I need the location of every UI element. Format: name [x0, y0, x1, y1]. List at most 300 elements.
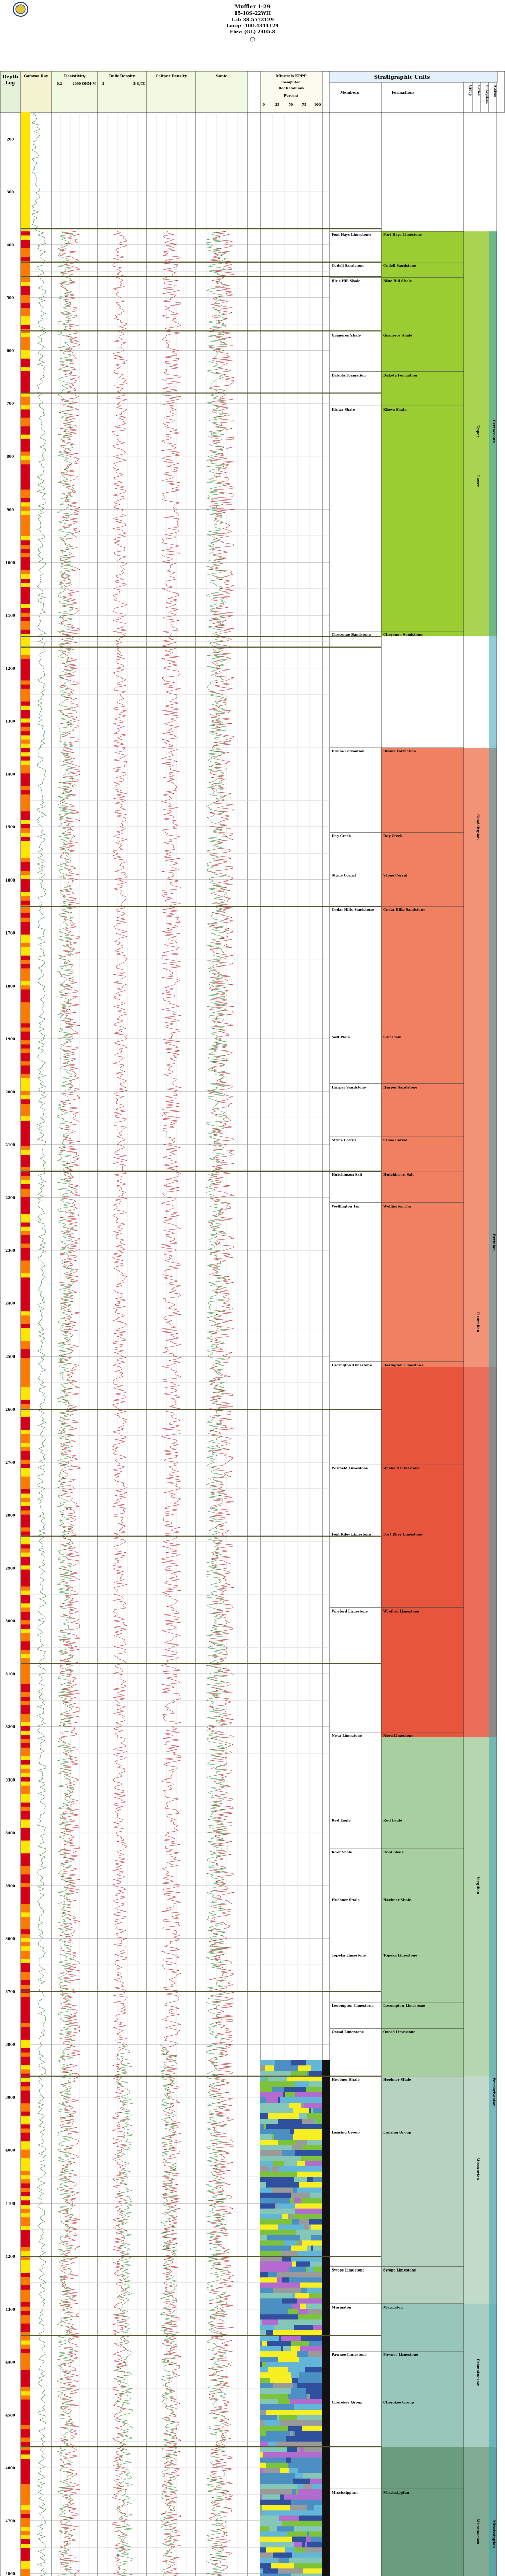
- gamma-fill-segment: [21, 1709, 30, 1714]
- member-label: Oread Limestone: [332, 2030, 364, 2035]
- gamma-fill-segment: [21, 1383, 30, 1388]
- mineral-fraction: [306, 2087, 322, 2092]
- gamma-fill-segment: [21, 621, 30, 625]
- mineral-fraction: [297, 2447, 300, 2452]
- member-label: Winfield Limestone: [332, 1466, 368, 1471]
- depth-tick-label: 4300: [5, 2307, 15, 2312]
- gamma-fill-segment: [21, 435, 30, 439]
- mineral-fraction: [272, 2166, 279, 2172]
- gamma-fill-segment: [21, 1366, 30, 1371]
- gamma-fill-segment: [21, 2247, 30, 2252]
- gamma-fill-segment: [21, 405, 30, 410]
- gamma-fill-segment: [21, 1675, 30, 1680]
- gamma-fill-segment: [21, 1595, 30, 1600]
- depth-tick-label: 400: [6, 242, 14, 247]
- gamma-fill-segment: [21, 1773, 30, 1777]
- gamma-fill-segment: [21, 922, 30, 926]
- mineral-fraction: [297, 2351, 308, 2357]
- mineral-fraction: [308, 2267, 313, 2273]
- gamma-fill-segment: [21, 566, 30, 571]
- gamma-fill-segment: [21, 1231, 30, 1235]
- member-label: Topeka Limestone: [332, 1953, 366, 1958]
- mineral-fraction: [263, 2568, 278, 2574]
- mineral-fraction: [313, 2108, 322, 2113]
- mineral-fraction: [260, 2362, 262, 2368]
- header-marker-icon: [250, 37, 255, 41]
- gamma-fill-segment: [21, 346, 30, 350]
- depth-tick-label: 2100: [5, 1142, 15, 1147]
- mineral-fraction: [266, 2182, 299, 2188]
- mineral-fraction: [266, 2362, 322, 2368]
- gamma-fill-segment: [21, 1070, 30, 1075]
- gamma-fill-segment: [21, 1616, 30, 1621]
- gamma-fill-segment: [21, 875, 30, 880]
- mineral-fraction: [262, 2319, 278, 2325]
- mineral-fraction: [260, 2346, 281, 2352]
- depth-tick-label: 3000: [5, 1619, 15, 1624]
- mineral-fraction: [260, 2426, 271, 2431]
- mineral-fraction: [279, 2558, 289, 2564]
- gamma-fill-segment: [21, 536, 30, 541]
- gamma-fill-segment: [21, 1832, 30, 1837]
- gamma-fill-segment: [21, 1955, 30, 1960]
- strat-column-header: Series: [477, 85, 480, 96]
- gamma-fill-segment: [21, 1413, 30, 1417]
- gamma-fill-segment: [21, 2192, 30, 2197]
- gamma-fill-segment: [21, 291, 30, 295]
- mineral-fraction: [279, 2335, 281, 2341]
- depth-tick-label: 3900: [5, 2095, 15, 2100]
- gamma-fill-segment: [21, 1557, 30, 1562]
- gamma-fill-segment: [21, 1082, 30, 1087]
- gamma-fill-segment: [21, 655, 30, 659]
- gamma-fill-segment: [21, 888, 30, 892]
- member-label: Mississippian: [332, 2490, 358, 2495]
- mineral-fraction: [260, 2372, 291, 2378]
- mineral-fraction: [291, 2071, 305, 2077]
- formation-label: Red Eagle: [383, 1818, 402, 1823]
- gamma-fill-segment: [21, 1197, 30, 1201]
- formation-label: Lecompton Limestone: [383, 2003, 425, 2008]
- mineral-fraction: [262, 2362, 266, 2368]
- mineral-fraction: [300, 2304, 306, 2310]
- gamma-fill-segment: [21, 939, 30, 943]
- depth-tick-label: 500: [6, 295, 14, 300]
- gamma-fill-segment: [21, 2336, 30, 2341]
- gamma-fill-segment: [21, 278, 30, 283]
- gamma-fill-segment: [21, 1227, 30, 1231]
- gamma-fill-segment: [21, 2095, 30, 2099]
- gamma-fill-segment: [21, 1502, 30, 1506]
- mineral-fraction: [268, 2367, 288, 2373]
- mineral-fraction: [299, 2182, 322, 2188]
- mineral-fraction: [260, 2298, 282, 2304]
- gamma-fill-segment: [21, 1862, 30, 1867]
- mineral-fraction: [260, 2288, 273, 2294]
- mineral-fraction: [304, 2447, 322, 2452]
- gamma-fill-segment: [21, 1921, 30, 1926]
- minerals-label: Minerals KPPP: [276, 74, 307, 78]
- mineral-fraction: [312, 2484, 322, 2489]
- gamma-fill-segment: [21, 2480, 30, 2485]
- series-label: Cisuralian: [476, 1311, 480, 1332]
- mineral-fraction: [305, 2415, 322, 2420]
- gamma-fill-segment: [21, 579, 30, 583]
- gamma-fill-segment: [21, 265, 30, 270]
- mineral-fraction: [292, 2304, 300, 2310]
- gamma-fill-segment: [21, 1553, 30, 1557]
- gamma-fill-segment: [21, 1379, 30, 1384]
- mineral-fraction: [282, 2214, 288, 2219]
- gamma-fill-segment: [21, 1646, 30, 1651]
- series-label: Desmoinesian: [476, 2358, 480, 2387]
- gamma-fill-segment: [21, 2450, 30, 2455]
- mineral-fraction: [260, 2526, 269, 2532]
- mineral-fraction: [298, 2251, 322, 2257]
- strat-column-header: Group: [468, 85, 472, 96]
- mineral-fraction: [311, 2537, 322, 2543]
- gamma-fill-segment: [21, 2171, 30, 2176]
- gamma-fill-segment: [21, 1464, 30, 1468]
- gamma-fill-segment: [21, 769, 30, 774]
- mineral-fraction: [300, 2346, 322, 2352]
- mineral-fraction: [260, 2574, 284, 2576]
- caliper-label: Caliper Density: [155, 74, 187, 78]
- gamma-fill-segment: [21, 1879, 30, 1884]
- mineral-fraction: [305, 2071, 307, 2077]
- gamma-fill-segment: [21, 794, 30, 799]
- depth-tick-label: 2800: [5, 1513, 15, 1518]
- formation-band: [381, 748, 464, 1367]
- mineral-fraction: [291, 2372, 299, 2378]
- gamma-fill-segment: [21, 376, 30, 380]
- mineral-fraction: [299, 2357, 322, 2362]
- mineral-fraction: [302, 2193, 310, 2198]
- mineral-fraction: [299, 2372, 305, 2378]
- mineral-fraction: [302, 2240, 322, 2246]
- gamma-fill-segment: [21, 2061, 30, 2065]
- mineral-fraction: [260, 2272, 268, 2278]
- mineral-fraction: [274, 2065, 298, 2071]
- mineral-fraction: [277, 2203, 295, 2209]
- gamma-fill-segment: [21, 553, 30, 558]
- mineral-fraction: [273, 2161, 284, 2166]
- gamma-fill-segment: [21, 1760, 30, 1765]
- gamma-fill-segment: [21, 761, 30, 766]
- member-label: Salt Plain: [332, 1035, 350, 1039]
- gamma-fill-segment: [21, 2433, 30, 2438]
- formation-label: Stone Corral: [383, 1138, 408, 1143]
- depth-tick-label: 4000: [5, 2148, 15, 2153]
- mineral-fraction: [265, 2076, 268, 2082]
- mineral-fraction: [311, 2224, 322, 2230]
- mineral-fraction: [262, 2341, 267, 2347]
- gamma-fill-segment: [21, 591, 30, 596]
- mineral-fraction: [309, 2224, 311, 2230]
- mineral-fraction: [271, 2426, 288, 2431]
- kgs-logo-core: [16, 5, 25, 14]
- gamma-fill-segment: [21, 2341, 30, 2345]
- depth-tick-label: 900: [6, 507, 14, 512]
- gamma-fill-segment: [21, 1468, 30, 1472]
- mineral-fraction: [307, 2293, 309, 2299]
- strat-title: Stratigraphic Units: [374, 75, 430, 80]
- mineral-fraction: [296, 2494, 322, 2500]
- gamma-fill-segment: [21, 1455, 30, 1460]
- formation-label: Graneros Shale: [383, 333, 412, 338]
- gamma-fill-segment: [21, 799, 30, 804]
- formation-label: Salt Plain: [383, 1035, 402, 1039]
- mineral-fraction: [260, 2431, 266, 2436]
- member-label: Harper Sandstone: [332, 1085, 366, 1090]
- gamma-fill-segment: [21, 1777, 30, 1782]
- mineral-fraction: [307, 2071, 309, 2077]
- depth-tick-label: 2300: [5, 1248, 15, 1253]
- gamma-fill-segment: [21, 1252, 30, 1257]
- gamma-fill-segment: [21, 490, 30, 495]
- series-label: Missourian: [476, 2157, 480, 2180]
- gamma-fill-segment: [21, 2133, 30, 2138]
- system-label: Mississippian: [492, 2520, 496, 2548]
- gamma-fill-segment: [21, 2438, 30, 2443]
- member-label: Stone Corral: [332, 873, 356, 878]
- gamma-fill-segment: [21, 1324, 30, 1329]
- mineral-fraction: [308, 2309, 322, 2315]
- mineral-fraction: [260, 2097, 266, 2103]
- gamma-fill-segment: [21, 2205, 30, 2209]
- gamma-fill-segment: [21, 2366, 30, 2370]
- gamma-fill-segment: [21, 702, 30, 706]
- mineral-fraction: [298, 2489, 322, 2495]
- mineral-fraction: [292, 2553, 322, 2558]
- mineral-fraction: [284, 2436, 286, 2442]
- formation-band: [381, 231, 464, 636]
- gamma-fill-segment: [21, 354, 30, 359]
- gamma-fill-segment: [21, 1942, 30, 1947]
- gamma-fill-segment: [21, 1370, 30, 1375]
- mineral-fraction: [295, 2283, 300, 2289]
- gamma-fill-segment: [21, 913, 30, 918]
- gamma-fill-segment: [21, 2467, 30, 2472]
- gamma-fill-segment: [21, 748, 30, 753]
- gamma-fill-segment: [21, 1396, 30, 1401]
- gamma-fill-segment: [21, 630, 30, 634]
- gamma-fill-segment: [21, 1782, 30, 1786]
- mineral-fraction: [296, 2489, 298, 2495]
- gamma-fill-segment: [21, 1201, 30, 1206]
- mineral-fraction: [266, 2330, 273, 2336]
- formation-label: Root Shale: [383, 1850, 404, 1855]
- depth-tick-label: 1500: [5, 825, 15, 830]
- gamma-fill-segment: [21, 549, 30, 554]
- mineral-fraction: [260, 2558, 277, 2564]
- mineral-fraction: [260, 2357, 278, 2362]
- gamma-fill-segment: [21, 2285, 30, 2290]
- mineral-fraction: [292, 2378, 298, 2383]
- mineral-fraction: [265, 2452, 322, 2458]
- mineral-fraction: [260, 2325, 274, 2331]
- gamma-fill-segment: [21, 1269, 30, 1274]
- mineral-fraction: [281, 2346, 283, 2352]
- gamma-fill-segment: [21, 1938, 30, 1943]
- mineral-fraction: [260, 2240, 284, 2246]
- member-label: Codell Sandstone: [332, 263, 365, 268]
- mineral-fraction: [311, 2065, 322, 2071]
- mineral-fraction: [297, 2484, 303, 2489]
- mineral-fraction: [260, 2452, 263, 2458]
- gamma-fill-segment: [21, 693, 30, 698]
- gamma-fill-segment: [21, 960, 30, 964]
- gamma-fill-segment: [21, 680, 30, 685]
- gamma-fill-segment: [21, 1908, 30, 1913]
- formation-label: Hutchinson Salt: [383, 1172, 414, 1177]
- formation-band: [381, 636, 464, 748]
- density-correction-curve: [116, 2044, 133, 2576]
- gamma-fill-segment: [21, 1654, 30, 1659]
- mineral-fraction: [277, 2526, 294, 2532]
- gamma-fill-segment: [21, 642, 30, 647]
- depth-label: Depth: [2, 75, 19, 80]
- mineral-fraction: [295, 2092, 322, 2098]
- track-frame: [52, 112, 98, 2576]
- mineral-fraction: [260, 2463, 266, 2468]
- gamma-fill-segment: [21, 930, 30, 935]
- gamma-fill-segment: [21, 1811, 30, 1816]
- gamma-fill-segment: [21, 731, 30, 736]
- mineral-fraction: [307, 2531, 309, 2537]
- depth-tick-label: 200: [6, 137, 14, 142]
- mineral-fraction: [294, 2177, 307, 2182]
- mineral-fraction: [309, 2537, 311, 2543]
- gamma-fill-segment: [21, 443, 30, 448]
- mineral-fraction: [310, 2479, 312, 2484]
- gamma-fill-segment: [21, 2425, 30, 2430]
- gamma-fill-segment: [21, 1548, 30, 1553]
- mineral-fraction: [309, 2531, 322, 2537]
- gamma-fill-segment: [21, 2112, 30, 2116]
- gamma-fill-segment: [21, 1519, 30, 1523]
- gamma-fill-segment: [21, 1273, 30, 1278]
- gamma-fill-segment: [21, 1311, 30, 1316]
- mineral-fraction: [297, 2415, 305, 2420]
- gamma-fill-segment: [21, 1637, 30, 1642]
- mineral-fraction: [260, 2458, 286, 2463]
- mineral-fraction: [299, 2516, 322, 2521]
- mineral-fraction: [294, 2526, 322, 2532]
- member-label: Stone Corral: [332, 1138, 356, 1143]
- mineral-fraction: [282, 2256, 291, 2262]
- gamma-fill-segment: [21, 1180, 30, 1184]
- formation-label: Blaine Formation: [383, 749, 416, 753]
- mineral-fraction: [260, 2531, 287, 2537]
- gamma-fill-segment: [21, 1718, 30, 1722]
- gamma-fill-segment: [21, 401, 30, 405]
- mineral-fraction: [291, 2060, 306, 2066]
- depth-tick-label: 4100: [5, 2201, 15, 2206]
- gamma-fill-segment: [21, 1904, 30, 1909]
- depth-tick-label: 2900: [5, 1566, 15, 1571]
- mineral-fraction: [260, 2081, 295, 2087]
- sonic-label: Sonic: [216, 74, 227, 78]
- gamma-fill-segment: [21, 2535, 30, 2540]
- gamma-fill-segment: [21, 2057, 30, 2061]
- gamma-fill-segment: [21, 380, 30, 384]
- gamma-fill-segment: [21, 1769, 30, 1773]
- gamma-fill-segment: [21, 312, 30, 316]
- mineral-fraction: [284, 2087, 306, 2092]
- mineral-fraction: [260, 2060, 275, 2066]
- gamma-fill-segment: [21, 2429, 30, 2434]
- gamma-fill-segment: [21, 871, 30, 875]
- mineral-fraction: [260, 2309, 288, 2315]
- mineral-fraction: [281, 2335, 301, 2341]
- gamma-fill-segment: [21, 2569, 30, 2573]
- mineral-fraction: [260, 2103, 289, 2108]
- mineral-fraction: [307, 2288, 322, 2294]
- well-long: Long: -100.4344129: [226, 24, 279, 29]
- gamma-fill-segment: [21, 1688, 30, 1693]
- gamma-fill-segment: [21, 1099, 30, 1104]
- mineral-fraction: [297, 2383, 322, 2389]
- gamma-fill-segment: [21, 2290, 30, 2294]
- mineral-fraction: [268, 2076, 287, 2082]
- mineral-fraction: [309, 2108, 311, 2113]
- gamma-fill-segment: [21, 1320, 30, 1325]
- mineral-fraction: [278, 2140, 296, 2145]
- gamma-fill-segment: [21, 1857, 30, 1862]
- gamma-fill-segment: [21, 617, 30, 621]
- gamma-fill-segment: [21, 452, 30, 456]
- gamma-fill-segment: [21, 282, 30, 287]
- gamma-fill-segment: [21, 1582, 30, 1587]
- gamma-fill-segment: [21, 718, 30, 723]
- gamma-fill-segment: [21, 1993, 30, 1998]
- mineral-fraction: [291, 2341, 309, 2347]
- gamma-fill-segment: [21, 1815, 30, 1820]
- gamma-fill-segment: [21, 252, 30, 257]
- gamma-fill-segment: [21, 1189, 30, 1193]
- mineral-fraction: [291, 2346, 300, 2352]
- formation-label: Cedar Hills Sandstone: [383, 908, 426, 912]
- member-label: Blaine Formation: [332, 749, 365, 753]
- mineral-fraction: [268, 2113, 299, 2119]
- series-label: Virgilian: [476, 1876, 480, 1895]
- mineral-fraction: [296, 2140, 307, 2145]
- well-name: Muffler 1-29: [234, 4, 271, 10]
- gamma-fill-segment: [21, 1540, 30, 1545]
- mineral-fraction: [281, 2351, 297, 2357]
- gamma-fill-segment: [21, 1917, 30, 1922]
- mineral-fraction: [301, 2113, 307, 2119]
- mineral-fraction: [288, 2214, 293, 2219]
- gamma-fill-segment: [21, 439, 30, 444]
- gamma-fill-segment: [21, 2408, 30, 2413]
- gamma-fill-segment: [21, 1315, 30, 1320]
- gamma-fill-segment: [21, 2010, 30, 2014]
- mineral-fraction: [285, 2510, 322, 2516]
- gamma-fill-segment: [21, 608, 30, 613]
- gamma-fill-segment: [21, 574, 30, 579]
- gamma-fill-segment: [21, 1142, 30, 1146]
- gamma-fill-segment: [21, 2078, 30, 2082]
- mineral-fraction: [314, 2388, 322, 2394]
- gamma-fill-segment: [21, 231, 30, 236]
- mineral-fraction: [294, 2325, 304, 2331]
- mineral-fraction: [291, 2388, 306, 2394]
- mineral-fraction: [294, 2198, 301, 2204]
- gamma-fill-segment: [21, 706, 30, 710]
- gamma-fill-segment: [21, 269, 30, 274]
